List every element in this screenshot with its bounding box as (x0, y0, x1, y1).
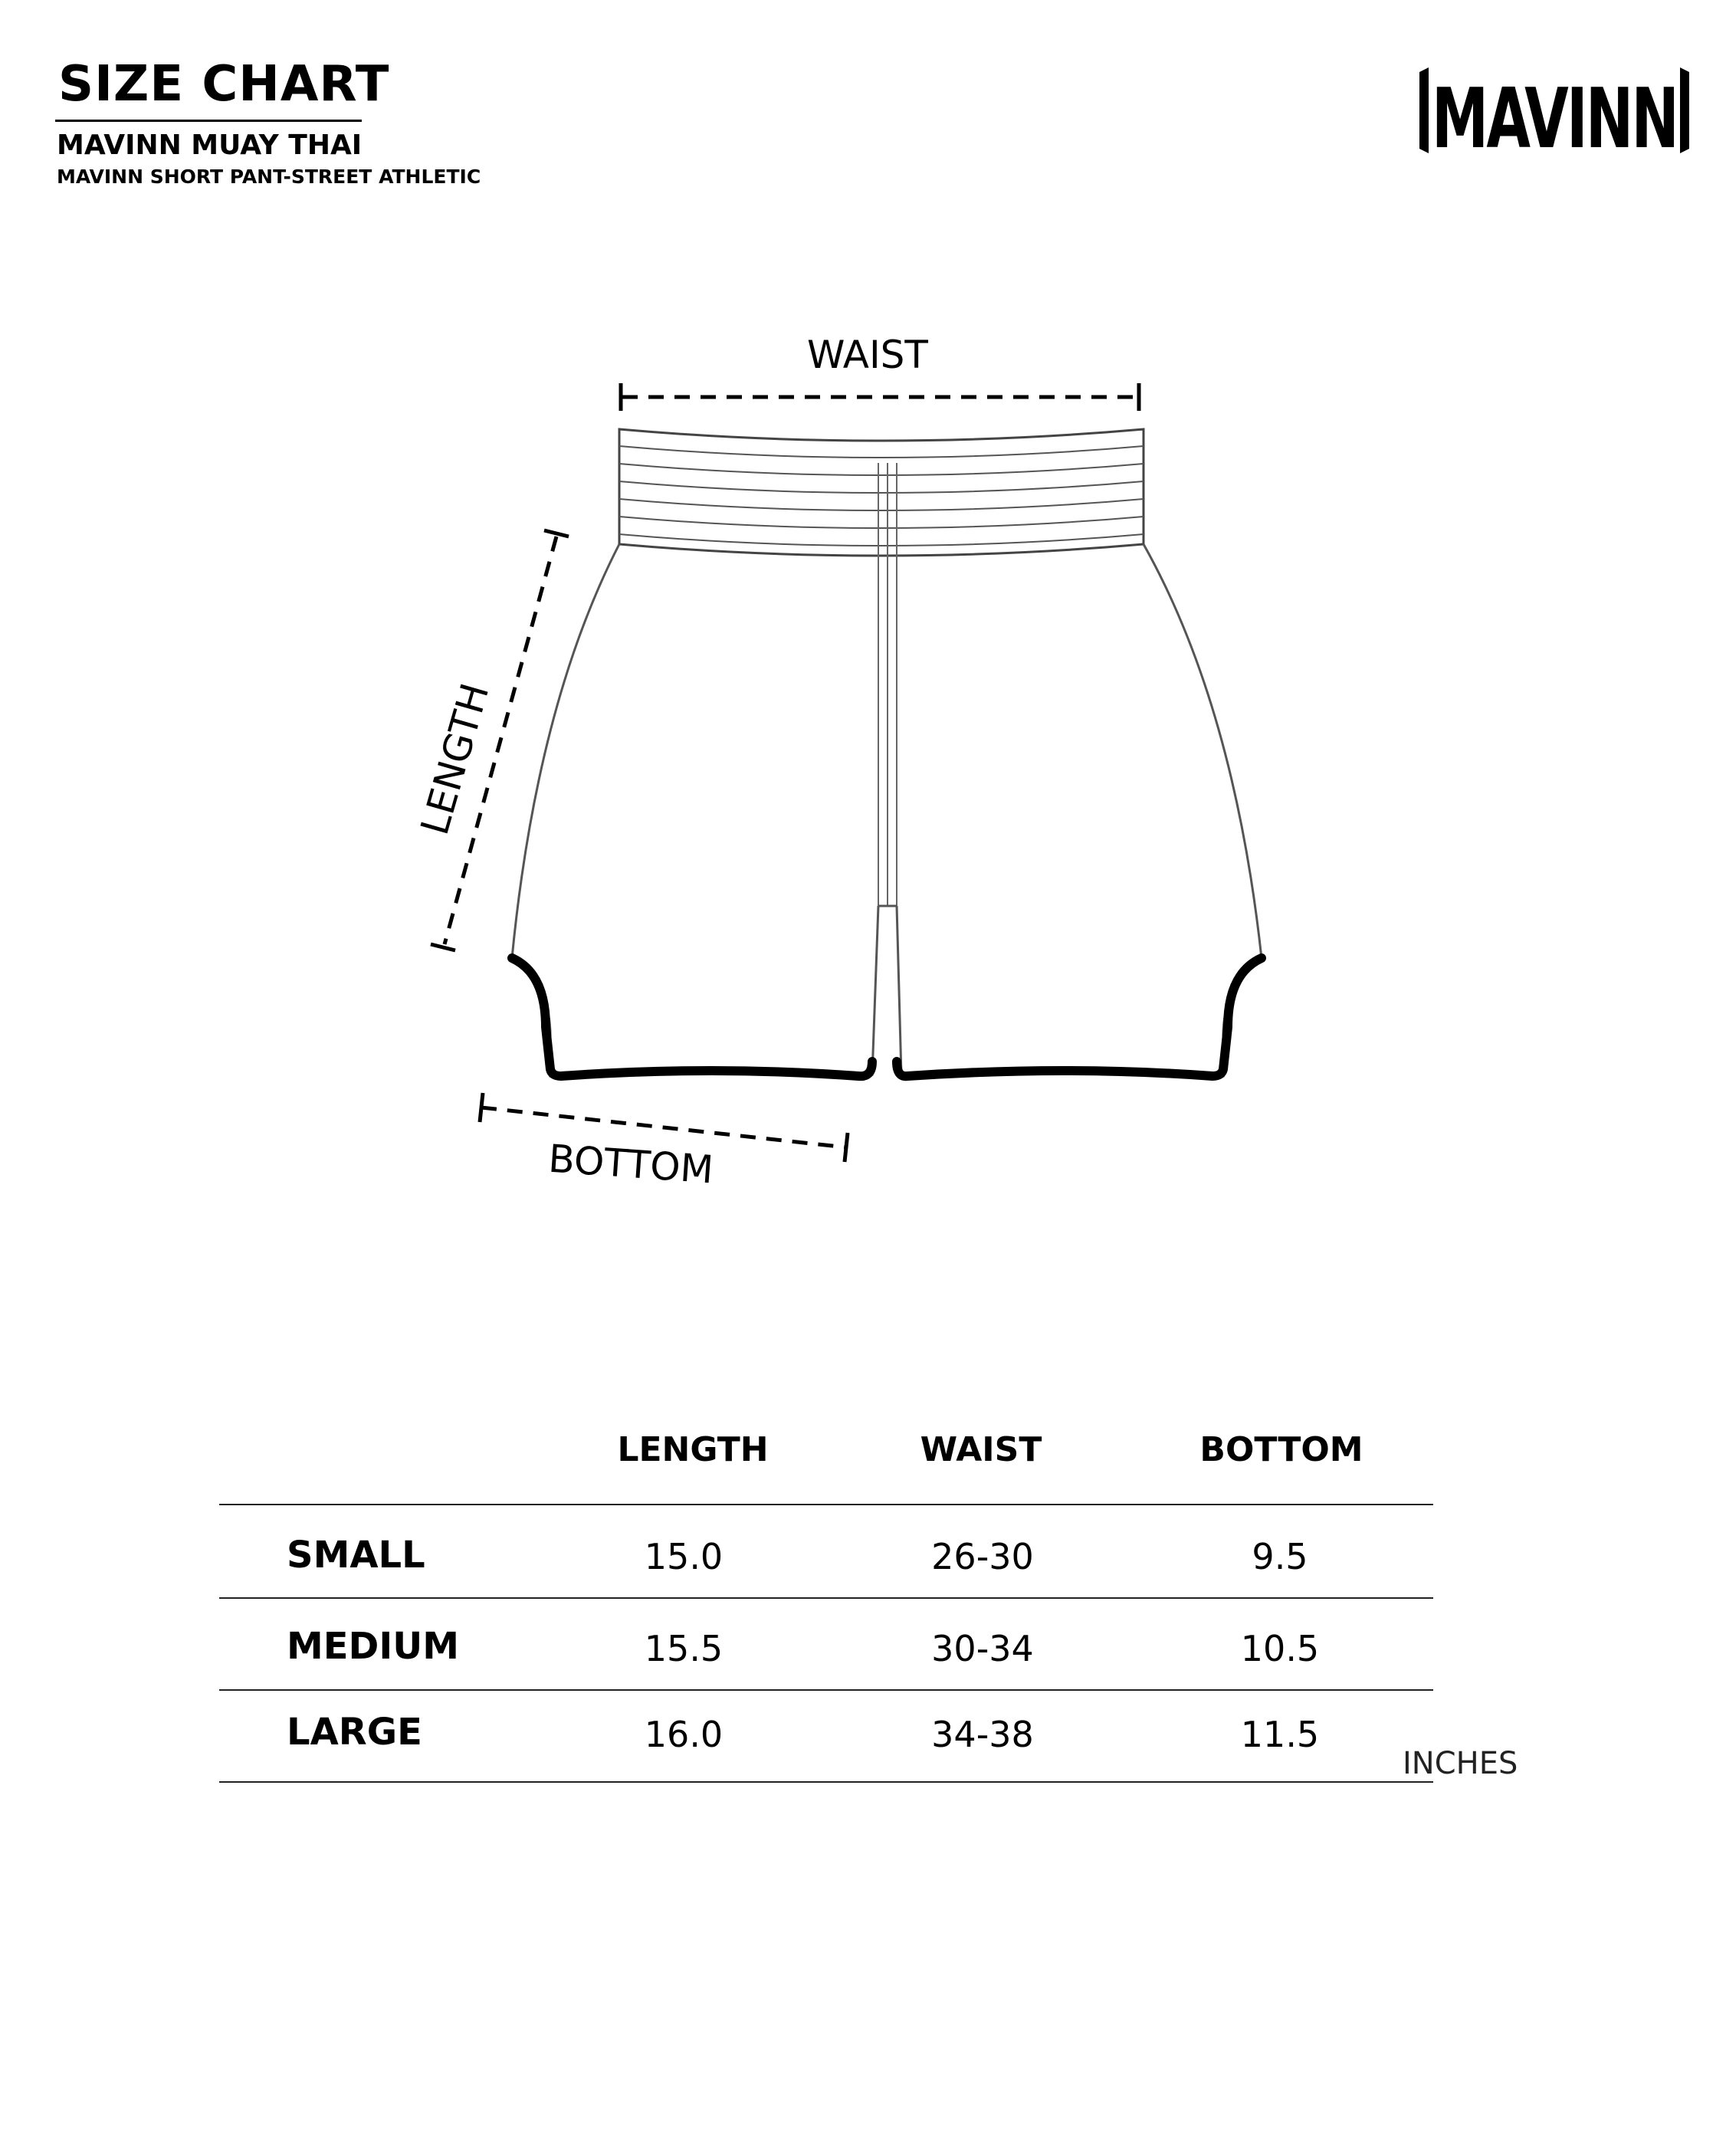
page-title: SIZE CHART (58, 56, 390, 113)
product-line: MAVINN SHORT PANT-STREET ATHLETIC (57, 166, 481, 188)
row-label-small: SMALL (287, 1534, 425, 1577)
col-header-waist: WAIST (920, 1430, 1042, 1469)
col-header-bottom: BOTTOM (1199, 1430, 1363, 1469)
waist-label: WAIST (807, 333, 928, 377)
table-rule (219, 1689, 1433, 1691)
length-tick-bottom (431, 944, 455, 950)
table-rule (219, 1504, 1433, 1505)
cell-medium-length: 15.5 (644, 1628, 724, 1669)
length-label: LENGTH (412, 678, 498, 840)
cell-large-length: 16.0 (644, 1714, 724, 1755)
table-rule (219, 1781, 1433, 1783)
bottom-dash-line (481, 1108, 846, 1147)
units-label: INCHES (1403, 1746, 1518, 1781)
cell-large-bottom: 11.5 (1240, 1714, 1320, 1755)
cell-small-waist: 26-30 (931, 1536, 1034, 1577)
brand-line: MAVINN MUAY THAI (57, 130, 363, 161)
right-hem-trim (897, 958, 1262, 1076)
left-hem-trim (512, 958, 872, 1076)
cell-small-length: 15.0 (644, 1536, 724, 1577)
cell-large-waist: 34-38 (931, 1714, 1034, 1755)
bottom-label: BOTTOM (546, 1136, 715, 1193)
table-rule (219, 1597, 1433, 1599)
col-header-length: LENGTH (617, 1430, 769, 1469)
waistband (619, 429, 1144, 556)
length-tick-top (544, 530, 569, 537)
left-leg-outline (512, 544, 878, 1076)
logo-text: MAVINN (1432, 71, 1677, 167)
cell-medium-waist: 30-34 (931, 1628, 1034, 1669)
row-label-medium: MEDIUM (287, 1625, 459, 1668)
right-leg-outline (897, 544, 1262, 1076)
row-label-large: LARGE (287, 1711, 422, 1754)
cell-small-bottom: 9.5 (1252, 1536, 1308, 1577)
cell-medium-bottom: 10.5 (1240, 1628, 1320, 1669)
